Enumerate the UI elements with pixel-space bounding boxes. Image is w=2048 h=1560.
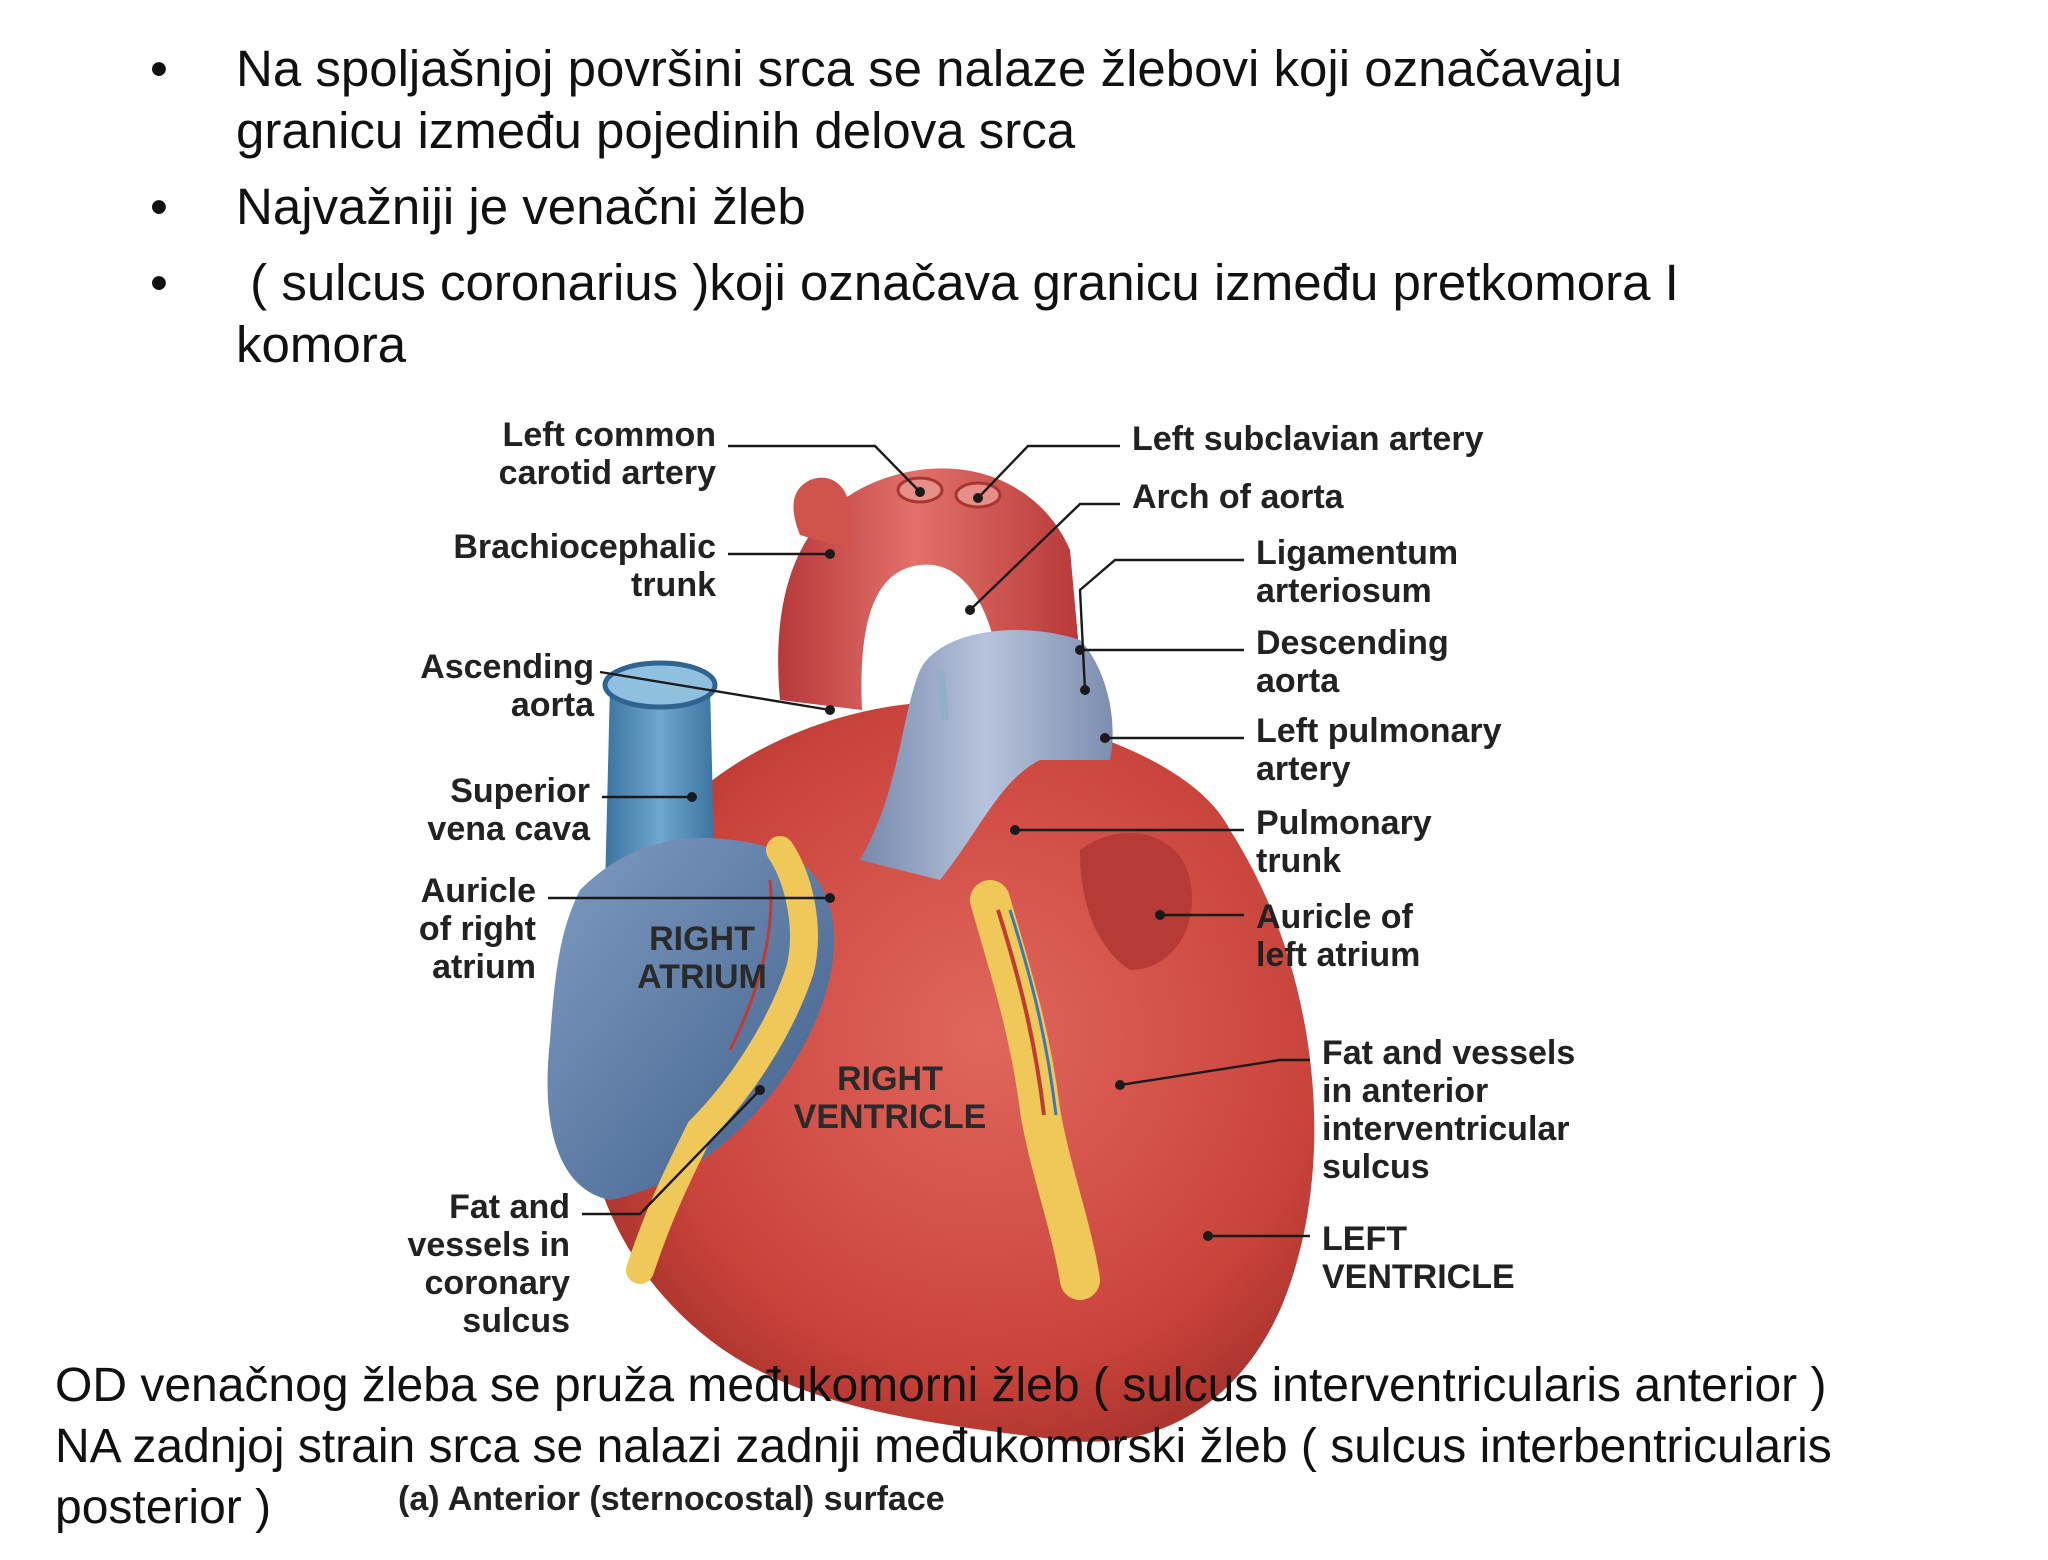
svg-text:Auricle: Auricle (420, 872, 536, 910)
footer-line: OD venačnog žleba se pruža međukomorni žleb ( sulcus interventricularis anterior ) (55, 1359, 1827, 1412)
svg-text:interventricular: interventricular (1322, 1110, 1570, 1148)
svg-text:trunk: trunk (631, 566, 716, 604)
svg-text:Left common: Left common (502, 416, 716, 454)
label-left-common-carotid (499, 416, 925, 497)
svg-text:Left pulmonary: Left pulmonary (1256, 712, 1502, 750)
svg-text:Arch of aorta: Arch of aorta (1132, 478, 1344, 516)
svg-text:aorta: aorta (510, 686, 594, 724)
svg-text:carotid artery: carotid artery (498, 454, 716, 492)
svg-text:vessels in: vessels in (407, 1226, 570, 1264)
svg-text:trunk: trunk (1256, 842, 1341, 880)
svg-text:Brachiocephalic: Brachiocephalic (453, 528, 716, 566)
svg-text:Left subclavian artery: Left subclavian artery (1132, 420, 1484, 458)
svg-text:arteriosum: arteriosum (1256, 572, 1432, 610)
svg-text:LEFT: LEFT (1322, 1220, 1407, 1258)
bullet-text: Na spoljašnjoj površini srca se nalaze žlebovi koji označavaju (236, 40, 1623, 97)
svg-text:artery: artery (1256, 750, 1351, 788)
bullet-text: komora (236, 316, 407, 373)
svg-text:sulcus: sulcus (1322, 1148, 1430, 1186)
svg-text:VENTRICLE: VENTRICLE (1322, 1258, 1515, 1296)
bullet-dot: • (150, 40, 168, 97)
footer-line: posterior ) (55, 1481, 272, 1534)
svg-text:Fat and: Fat and (449, 1188, 570, 1226)
svg-text:left atrium: left atrium (1256, 936, 1421, 974)
bullet-list (150, 38, 1970, 390)
bullet-text: ( sulcus coronarius )koji označava granicu između pretkomora I (236, 254, 1679, 311)
svg-text:vena cava: vena cava (427, 810, 590, 848)
bullet-text: granicu između pojedinih delova srca (236, 102, 1076, 159)
label-brachiocephalic-trunk (453, 528, 835, 604)
svg-text:Pulmonary: Pulmonary (1256, 804, 1432, 842)
svg-text:coronary: coronary (424, 1264, 570, 1302)
svg-text:RIGHT: RIGHT (837, 1060, 943, 1098)
svg-text:Ascending: Ascending (420, 648, 594, 686)
bullet-text: Najvažniji je venačni žleb (236, 178, 806, 235)
svg-text:Ligamentum: Ligamentum (1256, 534, 1459, 572)
footer-line: NA zadnjoj strain srca se nalazi zadnji međukomorski žleb ( sulcus interbentricularis (55, 1420, 1832, 1473)
label-descending-aorta (1075, 624, 1449, 700)
svg-text:Superior: Superior (450, 772, 590, 810)
bullet-item (150, 38, 1970, 162)
svg-text:aorta: aorta (1256, 662, 1340, 700)
bullet-dot: • (150, 178, 168, 235)
footer-text (55, 1355, 2015, 1538)
figure-caption: (a) Anterior (sternocostal) surface (398, 1480, 945, 1518)
svg-text:Descending: Descending (1256, 624, 1449, 662)
svg-text:RIGHT: RIGHT (649, 920, 755, 958)
bullet-item (150, 252, 1970, 376)
svg-text:Fat and vessels: Fat and vessels (1322, 1034, 1576, 1072)
svg-text:ATRIUM: ATRIUM (637, 958, 767, 996)
svg-text:sulcus: sulcus (462, 1302, 570, 1340)
svg-text:of right: of right (418, 910, 536, 948)
svg-text:atrium: atrium (432, 948, 536, 986)
label-right-atrium (637, 920, 767, 996)
bullet-item (150, 176, 1970, 238)
svg-text:in anterior: in anterior (1322, 1072, 1489, 1110)
svg-text:Auricle of: Auricle of (1256, 898, 1413, 936)
svg-text:VENTRICLE: VENTRICLE (793, 1098, 987, 1136)
bullet-dot: • (150, 254, 168, 311)
